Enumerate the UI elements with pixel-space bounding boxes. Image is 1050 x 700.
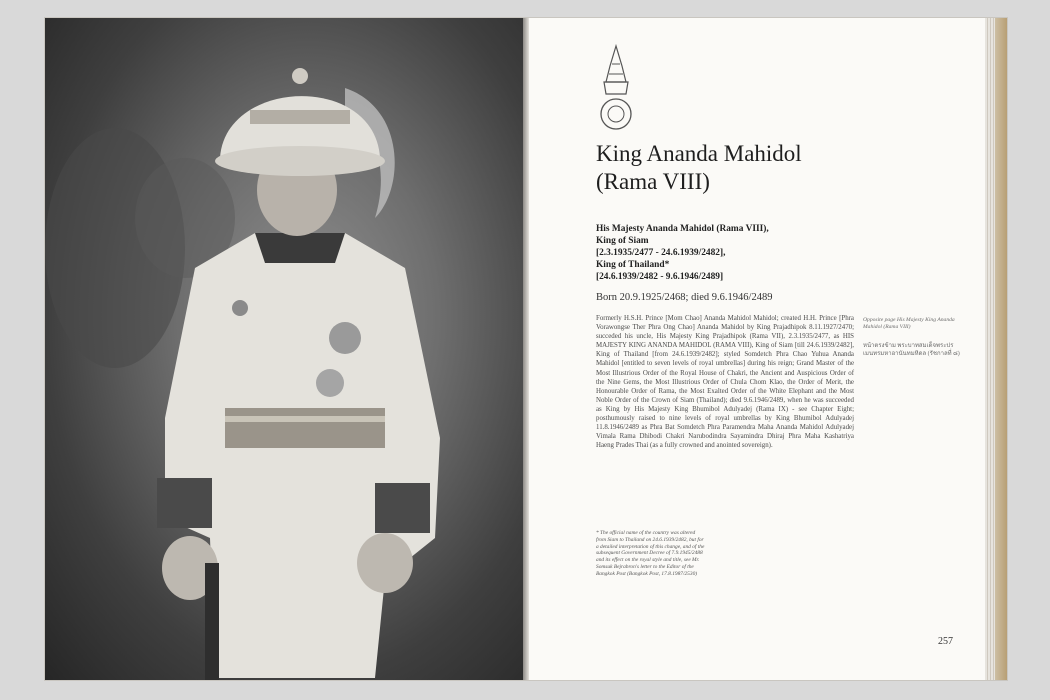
royal-style-block xyxy=(596,223,866,283)
subtitle-line: His Majesty Ananda Mahidol (Rama VIII), xyxy=(596,224,769,234)
subtitle-line: [2.3.1935/2477 - 24.6.1939/2482], xyxy=(596,248,726,258)
title-line-1: King Ananda Mahidol xyxy=(596,141,802,166)
page-number: 257 xyxy=(938,636,953,647)
cover-edge xyxy=(995,18,1007,680)
portrait-photo xyxy=(45,18,523,680)
biography-text: Formerly H.S.H. Prince [Mom Chao] Ananda Mahidol Mahidol; created H.H. Prince [Phra Vorawongse Ther Phra Ong Chao] Ananda Mahidol by King Prajadhipok 8.11.1927/2470; succeded his uncle, His Majesty King Prajadhipok (Rama VII), 2.3.1935/2477, as HIS MAJESTY KING ANANDA MAHIDOL (RAMA VIII), King of Siam [till 24.6.1939/2482], King of Thailand [from 24.6.1939/2482]; styled Somdetch Phra Chao Yuhua Ananda Mahidol [entitled to seven levels of royal umbrellas] during his reign; Grand Master of the Most Illustrious Order of the Royal House of Chakri, the Ancient and Auspicious Order of the Nine Gems, the Most Illustrious Order of Chula Chom Klao, the Order of Merit, the Honourable Order of Rama, the Most Exalted Order of the White Elephant and the Most Noble Order of the Crown of Siam (Thailand); died 9.6.1946/2489, when he was succeeded as King by His Majesty King Bhumibol Adulyadej (Rama IX) - see Chapter Eight; posthumously raised to nine levels of royal umbrellas by King Bhumibol Adulyadej 11.8.1946/2489 as Phra Bat Somdetch Phra Paramendra Maha Ananda Mahidol Adulyadej Vimala Rama Dhibodi Chakri Narubodindra Sayamindra Dhiraj Phra Maha Kashatriya Haeng Prades Thai (as a fully crowned and anointed sovereign). xyxy=(596,315,854,450)
caption-note: Opposite page His Majesty King Ananda Mahidol (Rama VIII) xyxy=(863,317,955,330)
page-title xyxy=(596,140,896,196)
subtitle-line: [24.6.1939/2482 - 9.6.1946/2489] xyxy=(596,272,724,282)
subtitle-line: King of Thailand* xyxy=(596,260,670,270)
book-gutter xyxy=(523,18,529,680)
birth-death-dates: Born 20.9.1925/2468; died 9.6.1946/2489 xyxy=(596,292,773,303)
footnote: * The official name of the country was altered from Siam to Thailand on 24.6.1939/2482, but for a detailed interpretation of this change, and of the subsequent Government Decree of 7.9.1945/2488 and its effect on the royal style and title, see Mr. Somsuk Bejrabron's letter to the Editor of the Bangkok Post (Bangkok Post, 17.8.1987/2530) xyxy=(596,530,705,577)
royal-emblem-icon xyxy=(596,42,636,134)
subtitle-line: King of Siam xyxy=(596,236,649,246)
caption-thai: หน้าตรงข้าม พระบาทสมเด็จพระปรเมนทรมหาอานันทมหิดล (รัชกาลที่ ๘) xyxy=(863,343,960,357)
title-line-2: (Rama VIII) xyxy=(596,169,710,194)
